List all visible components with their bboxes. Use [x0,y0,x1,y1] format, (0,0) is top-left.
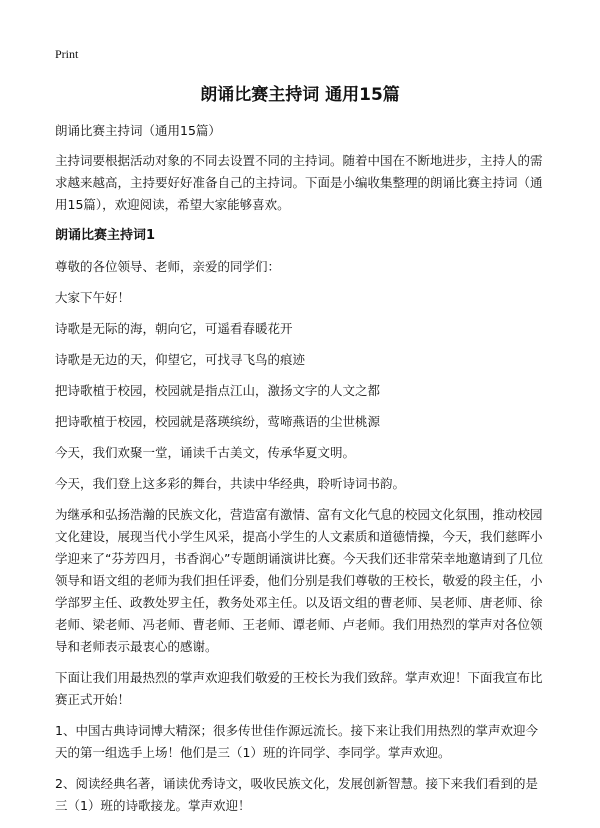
paragraph: 1、中国古典诗词博大精深；很多传世佳作源远流长。接下来让我们用热烈的掌声欢迎今天的第一组选手上场！他们是三（1）班的许同学、李同学。掌声欢迎。 [55,723,538,760]
section-heading: 朗诵比赛主持词1 [55,228,156,243]
page-title: 朗诵比赛主持词 通用15篇 [200,85,400,105]
paragraph: 大家下午好！ [55,290,131,305]
paragraph: 尊敬的各位领导、老师，亲爱的同学们： [55,259,281,274]
paragraph: 把诗歌植于校园，校园就是指点江山，激扬文字的人文之都 [55,383,381,398]
paragraph: 今天，我们登上这多彩的舞台，共读中华经典，聆听诗词书韵。 [55,476,406,491]
paragraph: 为继承和弘扬浩瀚的民族文化，营造富有激情、富有文化气息的校园文化氛围，推动校园文化建设，展现当代小学生风采，提高小学生的人文素质和道德情操，今天，我们慈晖小学迎来了“芬芳四月，书香润心”专题朗诵演讲比赛。今天我们还非常荣幸地邀请到了几位领导和语文组的老师为我们担任评委，他们分别是我们尊敬的王校长，敬爱的段主任，小学部罗主任、政教处罗主任，教务处邓主任。以及语文组的曹老师、吴老师、唐老师、徐老师、梁老师、冯老师、曹老师、王老师、谭老师、卢老师。我们用热烈的掌声对各位领导和老师表示最衷心的感谢。 [55,507,543,654]
paragraph: 2、阅读经典名著，诵读优秀诗文，吸收民族文化，发展创新智慧。接下来我们看到的是三（1）班的诗歌接龙。掌声欢迎！ [55,776,538,813]
paragraph: 把诗歌植于校园，校园就是落瑛缤纷，莺啼燕语的尘世桃源 [55,414,381,429]
paragraph: 今天，我们欢聚一堂，诵读千古美文，传承华夏文明。 [55,445,356,460]
print-link[interactable]: Print [55,47,79,61]
article-subtitle: 朗诵比赛主持词（通用15篇） [55,123,221,138]
article-body [55,120,547,826]
paragraph: 诗歌是无边的天，仰望它，可找寻飞鸟的痕迹 [55,352,306,367]
intro-paragraph: 主持词要根据活动对象的不同去设置不同的主持词。随着中国在不断地进步，主持人的需求越来越高，主持要好好准备自己的主持词。下面是小编收集整理的朗诵比赛主持词（通用15篇），欢迎阅读，希望大家能够喜欢。 [55,153,543,212]
paragraph: 下面让我们用最热烈的掌声欢迎我们敬爱的王校长为我们致辞。掌声欢迎！下面我宣布比赛正式开始！ [55,670,543,707]
paragraph: 诗歌是无际的海，朝向它，可遥看春暖花开 [55,321,293,336]
